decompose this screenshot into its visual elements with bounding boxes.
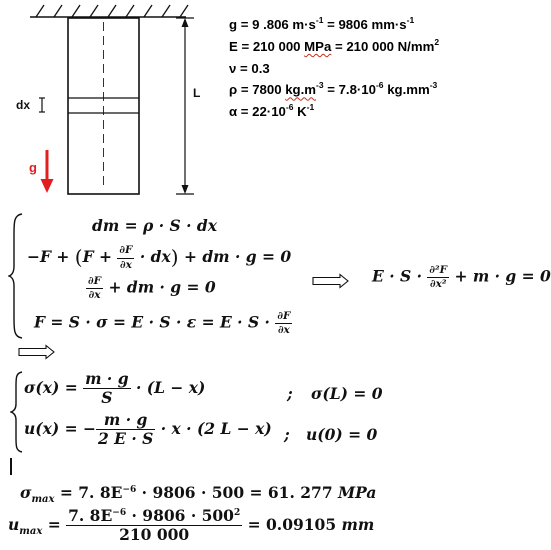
eq-simplified: $\frac{\partial F}{\partial x}$ + dm · g = 0 [88,275,216,302]
implies-arrow-icon [18,344,56,360]
ceiling-hatching [36,5,188,17]
max-stress-result: $\sigma_{max} = 7$. $8E^{-6} \cdot 9806 \cdot 500 = 61$. 277 MPa [20,483,377,505]
length-dimension [176,18,194,194]
solution-brace [10,370,24,454]
gravity-label: g [29,160,37,175]
poisson-ratio-value: ν = 0.3 [229,60,270,76]
density-value: ρ = 7800 $kg.m^{-3} = 7.8\cdot 10^{-6}$ $kg.mm^{-3}$ [229,80,438,98]
material-properties [229,14,439,123]
length-label: L [193,86,201,100]
stress-separator: ; [287,384,293,403]
length-arrow-top [182,18,189,27]
stress-boundary-condition: σ(L) = 0 [311,384,383,403]
bar-diagram [0,0,215,205]
stress-solution: σ(x) = $\frac{m \cdot g}{S}$ · (L − x) [24,369,206,408]
eq-equilibrium: −F + (F + $\frac{\partial F}{\partial x}$ · dx) + dm · g = 0 [27,244,292,271]
displacement-separator: ; [284,425,290,444]
implies-arrow-icon [312,273,350,289]
youngs-modulus-value: E = 210 000 MPa = 210 000 $N/mm^2$ [229,36,440,54]
max-displacement-result: $u_{max}$ = $\frac{7. 8E^{-6} \cdot 9806 \cdot 500^2}{210 000}$ = 0.09105 mm [8,506,375,545]
gravity-value: g = 9 .806 $m\cdot s^{-1} = 9806$ $mm\cdot s^{-1}$ [229,15,415,32]
eq-differential-result: E · S · $\frac{\text{∂²F}}{\text{∂x²}}$ + m · g = 0 [372,264,551,291]
thermal-expansion-value: $\alpha = 22\cdot 10^{-6}$ $K^{-1}$ [229,102,315,120]
length-arrow-bottom [182,185,189,194]
system-brace [8,212,24,340]
text-cursor [10,458,12,475]
displacement-solution: u(x) = − $\frac{m \cdot g}{2 E \cdot S}$ · x · (2 L − x) [24,410,272,449]
eq-mass-element: dm = ρ · S · dx [92,216,217,235]
dx-marker [39,98,45,112]
gravity-arrow [41,150,54,193]
displacement-boundary-condition: u(0) = 0 [306,425,378,444]
dx-label: dx [16,98,31,112]
eq-constitutive: F = S · σ = E · S · ε = E · S · $\frac{\partial F}{\partial x}$ [34,310,291,337]
